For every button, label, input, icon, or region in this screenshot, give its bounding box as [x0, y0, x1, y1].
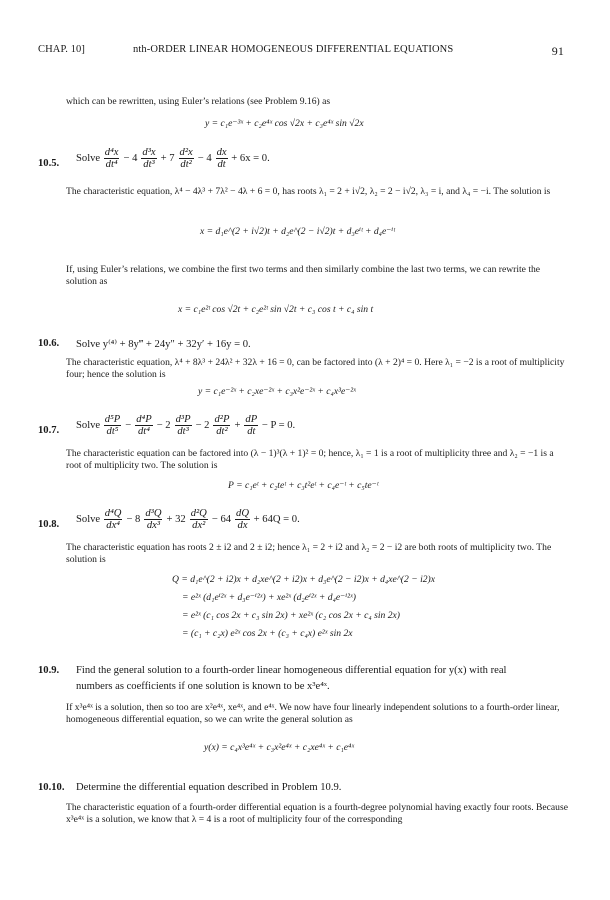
problem-statement: Determine the differential equation described in Problem 10.9. — [76, 782, 342, 793]
problem-text: The characteristic equation, λ⁴ + 8λ³ + 24λ² + 32λ + 16 = 0, can be factored into (λ + 2)⁴ = 0. Here λ₁ = −2 is a root of multiplicity four; hence the solution is — [66, 357, 565, 380]
fraction-numerator: d²Q — [190, 508, 207, 519]
solution-equation: y = c₁e⁻²ˣ + c₂xe⁻²ˣ + c₃x²e⁻²ˣ + c₄x³e⁻²ˣ — [198, 386, 356, 397]
problem-text: If x³e⁴ˣ is a solution, then so too are x²e⁴ˣ, xe⁴ˣ, and e⁴ˣ. We now have four linearly independent solutions to a fourth-order linear, homogeneous differential equation, so we can write the general solution as — [66, 702, 560, 725]
fraction-denominator: dx — [237, 520, 248, 531]
derivative-fraction — [216, 147, 228, 170]
solve-label: Solve — [76, 514, 101, 525]
problem-text: The characteristic equation can be factored into (λ − 1)³(λ + 1)² = 0; hence, λ₁ = 1 is a root of multiplicity three and λ₂ = −1 is a root of multiplicity two. The solution is — [66, 448, 554, 471]
fraction-denominator: dt — [247, 426, 256, 437]
derivative-expression — [103, 147, 229, 170]
fraction-denominator: dt³ — [143, 159, 155, 170]
coefficient: + 32 — [166, 514, 186, 525]
fraction-numerator: d⁵P — [104, 414, 121, 425]
coefficient: − 64 — [211, 514, 232, 525]
coefficient: − 2 — [195, 420, 210, 431]
coefficient: − 4 — [123, 153, 138, 164]
derivative-fraction — [175, 414, 192, 437]
fraction-denominator: dt — [217, 159, 226, 170]
derivative-fraction — [141, 147, 156, 170]
problem-text: The characteristic equation of a fourth-order differential equation is a fourth-degree polynomial having exactly four roots. Because x³e⁴ˣ is a solution, we know that λ = 4 is a root of multiplicity four of the corresponding — [66, 802, 568, 825]
fraction-denominator: dt² — [180, 159, 192, 170]
derivative-expression — [103, 414, 259, 437]
problem-number: 10.5. — [38, 158, 60, 169]
derivative-fraction — [104, 147, 120, 170]
coefficient: − — [125, 420, 132, 431]
problem-10-5-statement — [76, 147, 270, 170]
fraction-denominator: dt⁵ — [106, 426, 119, 437]
solution-equation: P = c₁eᵗ + c₂teᵗ + c₃t²eᵗ + c₄e⁻ᵗ + c₅te⁻ᵗ — [228, 480, 379, 491]
solution-equation: x = c₁e²ᵗ cos √2t + c₂e²ᵗ sin √2t + c₃ cos t + c₄ sin t — [178, 304, 374, 315]
problem-text: The characteristic equation, λ⁴ − 4λ³ + 7λ² − 4λ + 6 = 0, has roots λ₁ = 2 + i√2, λ₂ = 2 − i√2, λ₃ = i, and λ₄ = −i. The solution is — [66, 186, 551, 197]
derivative-fraction — [190, 508, 208, 531]
fraction-numerator: d³P — [175, 414, 191, 425]
coefficient: − 2 — [156, 420, 171, 431]
fraction-denominator: dt³ — [177, 426, 189, 437]
fraction-numerator: d⁴Q — [104, 508, 122, 519]
fraction-numerator: dx — [216, 147, 227, 158]
fraction-numerator: d³x — [142, 147, 156, 158]
problem-text: If, using Euler’s relations, we combine the first two terms and then similarly combine the last two terms, we can rewrite the solution as — [66, 264, 541, 287]
fraction-denominator: dt² — [216, 426, 228, 437]
fraction-numerator: d³Q — [145, 508, 162, 519]
derivative-expression — [103, 508, 251, 531]
equation-tail: + 6x = 0. — [231, 153, 270, 164]
derivative-fraction — [144, 508, 162, 531]
problem-10-7-statement — [76, 414, 295, 437]
running-head-chapter: CHAP. 10] — [38, 44, 85, 55]
problem-number: 10.7. — [38, 425, 60, 436]
fraction-denominator: dt⁴ — [105, 159, 118, 170]
solution-equation-line: = (c₁ + c₂x) e²ˣ cos 2x + (c₃ + c₄x) e²ˣ sin 2x — [182, 628, 353, 639]
derivative-fraction — [179, 147, 194, 170]
fraction-denominator: dx³ — [146, 520, 161, 531]
equation-tail: + 64Q = 0. — [253, 514, 300, 525]
fraction-numerator: d²x — [179, 147, 193, 158]
fraction-numerator: d⁴x — [104, 147, 119, 158]
coefficient: + — [234, 420, 241, 431]
coefficient: − 4 — [197, 153, 212, 164]
solution-equation-line: = e²ˣ (c₁ cos 2x + c₃ sin 2x) + xe²ˣ (c₂ cos 2x + c₄ sin 2x) — [182, 610, 400, 621]
intro-equation: y = c₁e⁻³ˣ + c₂e⁴ˣ cos √2x + c₃e⁴ˣ sin √2x — [205, 118, 364, 129]
derivative-fraction — [235, 508, 250, 531]
derivative-fraction — [244, 414, 258, 437]
solution-equation: y(x) = c₄x³e⁴ˣ + c₃x²e⁴ˣ + c₂xe⁴ˣ + c₁e⁴ˣ — [204, 742, 355, 753]
problem-10-8-statement — [76, 508, 300, 531]
equation-tail: − P = 0. — [261, 420, 296, 431]
coefficient: + 7 — [160, 153, 175, 164]
problem-number: 10.10. — [38, 782, 65, 793]
solution-equation-line: = e²ˣ (d₁eⁱ²ˣ + d₃e⁻ⁱ²ˣ) + xe²ˣ (d₂eⁱ²ˣ + d₄e⁻ⁱ²ˣ) — [182, 592, 356, 603]
fraction-denominator: dx⁴ — [106, 520, 120, 531]
fraction-numerator: dP — [245, 414, 258, 425]
fraction-numerator: d⁴P — [136, 414, 152, 425]
fraction-denominator: dx² — [192, 520, 206, 531]
problem-statement: numbers as coefficients if one solution is known to be x³e⁴ˣ. — [76, 681, 330, 692]
problem-statement: Solve y⁽⁴⁾ + 8y‴ + 24y″ + 32y′ + 16y = 0. — [76, 339, 251, 350]
solution-equation: x = d₁e^(2 + i√2)t + d₂e^(2 − i√2)t + d₃eⁱᵗ + d₄e⁻ⁱᵗ — [200, 226, 395, 237]
solution-equation-line: Q = d₁e^(2 + i2)x + d₂xe^(2 + i2)x + d₃e^(2 − i2)x + d₄xe^(2 − i2)x — [172, 574, 435, 585]
fraction-denominator: dt⁴ — [137, 426, 150, 437]
problem-text: The characteristic equation has roots 2 ± i2 and 2 ± i2; hence λ₁ = 2 + i2 and λ₂ = 2 − i2 are both roots of multiplicity two. The solution is — [66, 542, 552, 565]
fraction-numerator: dQ — [236, 508, 249, 519]
intro-text: which can be rewritten, using Euler’s relations (see Problem 9.16) as — [66, 96, 331, 107]
problem-number: 10.9. — [38, 665, 60, 676]
derivative-fraction — [213, 414, 230, 437]
running-head-title: nth-ORDER LINEAR HOMOGENEOUS DIFFERENTIAL EQUATIONS — [133, 44, 454, 55]
derivative-fraction — [135, 414, 152, 437]
derivative-fraction — [104, 414, 121, 437]
problem-number: 10.6. — [38, 338, 60, 349]
coefficient: − 8 — [126, 514, 141, 525]
fraction-numerator: d²P — [214, 414, 230, 425]
solve-label: Solve — [76, 153, 101, 164]
problem-number: 10.8. — [38, 519, 60, 530]
problem-statement: Find the general solution to a fourth-order linear homogeneous differential equation for y(x) with real — [76, 665, 507, 676]
derivative-fraction — [104, 508, 123, 531]
page-number: 91 — [551, 44, 564, 58]
solve-label: Solve — [76, 420, 101, 431]
